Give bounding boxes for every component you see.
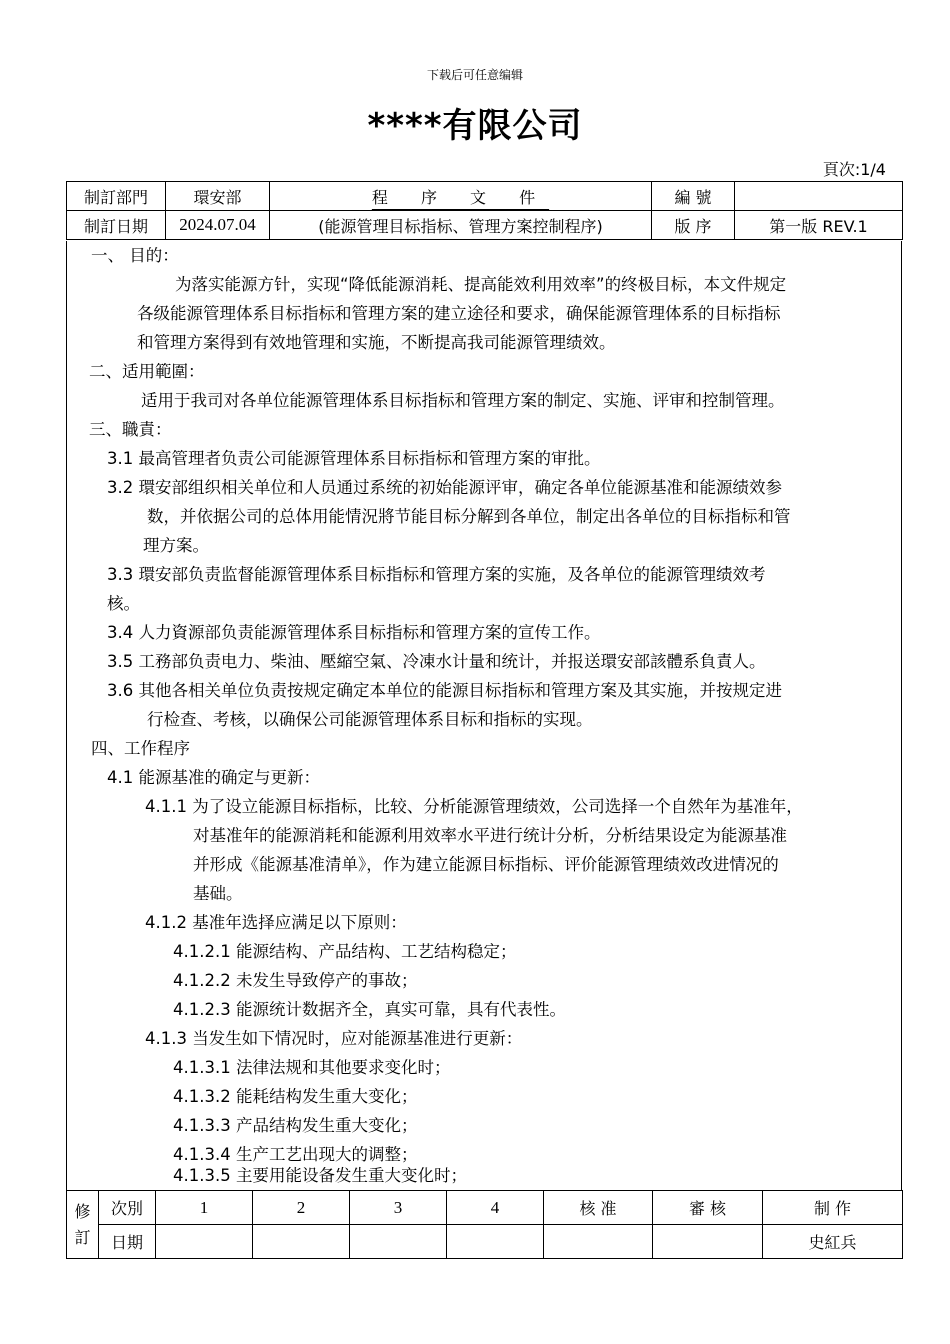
body-line: 4.1.1 为了设立能源目标指标，比较、分析能源管理绩效，公司选择一个自然年为基准年， (145, 797, 803, 816)
body-line: 4.1.3 当发生如下情况时，应对能源基准进行更新： (145, 1029, 523, 1048)
doc-name: (能源管理目标指标、管理方案控制程序) (270, 211, 652, 240)
dept-value: 環安部 (166, 182, 270, 211)
body-line: 4.1 能源基准的确定与更新： (107, 768, 320, 787)
section-heading: 三、職責： (89, 420, 172, 439)
rev-date-label: 日期 (99, 1225, 156, 1259)
date-label: 制訂日期 (67, 211, 166, 240)
header-row-2 (67, 211, 903, 240)
body-line: 3.3 環安部负责监督能源管理体系目标指标和管理方案的实施，及各单位的能源管理绩效考 (107, 565, 766, 584)
rev-number-1: 1 (156, 1191, 253, 1225)
body-line: 4.1.3.2 能耗结构发生重大变化； (173, 1087, 418, 1106)
section-heading: 二、适用範圍： (89, 362, 205, 381)
review-value (653, 1225, 763, 1259)
body-line: 3.6 其他各相关单位负责按规定确定本单位的能源目标指标和管理方案及其实施，并按规定进 (107, 681, 782, 700)
download-notice: 下载后可任意编辑 (426, 68, 523, 82)
rev-label: 次別 (99, 1191, 156, 1225)
version-value: 第一版 REV.1 (735, 211, 903, 240)
page-number: 頁次:1/4 (822, 160, 886, 179)
version-label: 版 序 (652, 211, 735, 240)
body-line: 基础。 (193, 884, 243, 903)
number-label: 編 號 (652, 182, 735, 211)
header-row-1 (67, 182, 903, 211)
header-table (66, 181, 903, 240)
body-line: 各级能源管理体系目标指标和管理方案的建立途径和要求，确保能源管理体系的目标指标 (137, 304, 781, 323)
body-line: 3.4 人力資源部负责能源管理体系目标指标和管理方案的宣传工作。 (107, 623, 601, 642)
section-heading: 四、工作程序 (91, 739, 190, 758)
body-line: 理方案。 (143, 536, 209, 555)
review-label: 審 核 (653, 1191, 763, 1225)
body-line: 为落实能源方针，实现“降低能源消耗、提高能效利用效率”的终极目标，本文件规定 (175, 275, 787, 294)
body-line: 数，并依据公司的总体用能情況將节能目标分解到各单位，制定出各单位的目标指标和管 (147, 507, 791, 526)
rev-number-2: 2 (253, 1191, 350, 1225)
rev-date-4 (447, 1225, 544, 1259)
date-value: 2024.07.04 (166, 211, 270, 240)
body-line: 4.1.2.2 未发生导致停产的事故； (173, 971, 418, 990)
section-heading: 一、 目的： (91, 246, 179, 265)
revision-row (67, 1191, 903, 1225)
revision-table (66, 1190, 903, 1259)
document-body (66, 241, 902, 1190)
body-line: 4.1.2 基准年选择应满足以下原则： (145, 913, 407, 932)
body-line: 行检查、考核，以确保公司能源管理体系目标和指标的实现。 (147, 710, 593, 729)
doc-type-cell (270, 182, 652, 211)
body-line: 3.1 最高管理者负责公司能源管理体系目标指标和管理方案的审批。 (107, 449, 601, 468)
body-line: 4.1.3.3 产品结构发生重大变化； (173, 1116, 418, 1135)
rev-date-1 (156, 1225, 253, 1259)
rev-date-3 (350, 1225, 447, 1259)
body-line: 3.5 工務部负责电力、柴油、壓縮空氣、冷凍水计量和统计，并报送環安部該體系負責人。 (107, 652, 766, 671)
dept-label: 制訂部門 (67, 182, 166, 211)
body-line: 适用于我司对各单位能源管理体系目标指标和管理方案的制定、实施、评审和控制管理。 (141, 391, 785, 410)
rev-number-4: 4 (447, 1191, 544, 1225)
number-value (735, 182, 903, 211)
body-line: 并形成《能源基准清单》，作为建立能源目标指标、评价能源管理绩效改进情况的 (193, 855, 779, 874)
approve-value (544, 1225, 653, 1259)
doc-type: 程 序 文 件 (371, 187, 550, 207)
revise-label: 修訂 (67, 1191, 99, 1259)
body-line: 对基准年的能源消耗和能源利用效率水平进行统计分析，分析结果设定为能源基准 (193, 826, 787, 845)
prepare-label: 制 作 (763, 1191, 903, 1225)
body-line: 4.1.2.3 能源统计数据齐全，真实可靠，具有代表性。 (173, 1000, 566, 1019)
approve-label: 核 准 (544, 1191, 653, 1225)
body-line: 核。 (107, 594, 140, 613)
body-line: 3.2 環安部组织相关单位和人员通过系统的初始能源评审，确定各单位能源基准和能源绩效参 (107, 478, 782, 497)
date-row (67, 1225, 903, 1259)
rev-number-3: 3 (350, 1191, 447, 1225)
body-line: 4.1.3.5 主要用能设备发生重大变化时； (173, 1166, 467, 1185)
body-line: 4.1.3.4 生产工艺出现大的调整； (173, 1145, 418, 1164)
body-line: 和管理方案得到有效地管理和实施，不断提高我司能源管理绩效。 (137, 333, 616, 352)
prepare-value: 史紅兵 (763, 1225, 903, 1259)
rev-date-2 (253, 1225, 350, 1259)
body-line: 4.1.3.1 法律法规和其他要求变化时； (173, 1058, 451, 1077)
body-line: 4.1.2.1 能源结构、产品结构、工艺结构稳定； (173, 942, 517, 961)
company-title: ****有限公司 (367, 106, 583, 146)
